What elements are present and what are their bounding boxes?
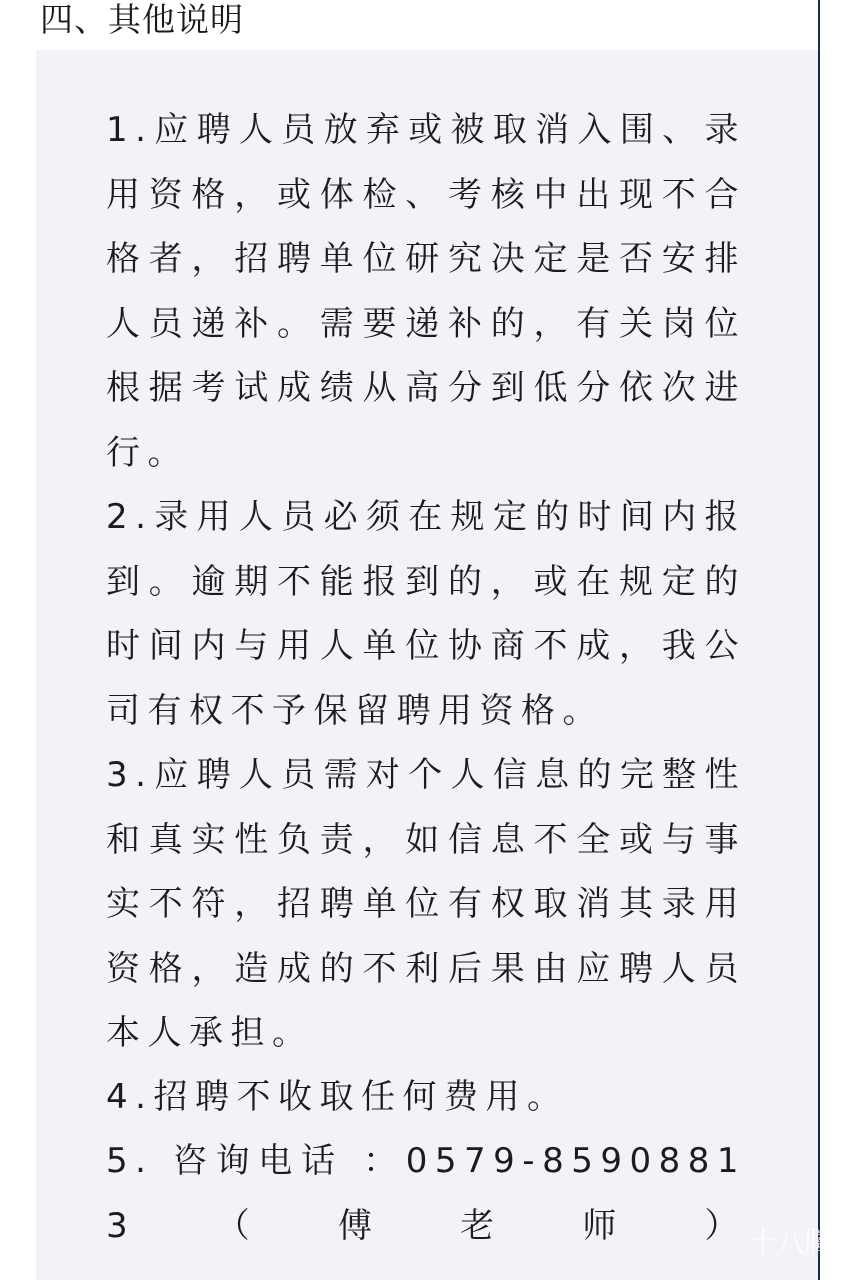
- note-item-2: 2.录用人员必须在规定的时间内报到。逾期不能报到的，或在规定的时间内与用人单位协商不成，我公司有权不予保留聘用资格。: [106, 497, 746, 731]
- note-item-1: 1.应聘人员放弃或被取消入围、录用资格，或体检、考核中出现不合格者，招聘单位研究决定是否安排人员递补。需要递补的，有关岗位根据考试成绩从高分到低分依次进行。: [106, 110, 746, 473]
- section-title: 四、其他说明: [40, 0, 244, 39]
- page-right-border: [818, 0, 820, 1280]
- watermark-logo: 十八腾: [748, 1226, 832, 1261]
- note-item-3: 3.应聘人员需对个人信息的完整性和真实性负责，如信息不全或与事实不符，招聘单位有权取消其录用资格，造成的不利后果由应聘人员本人承担。: [106, 755, 746, 1053]
- note-item-4: 4.招聘不收取任何费用。: [106, 1077, 569, 1117]
- note-item-5-contact: 5. 咨询电话 ：0579-85908813（傅老师）: [106, 1141, 746, 1246]
